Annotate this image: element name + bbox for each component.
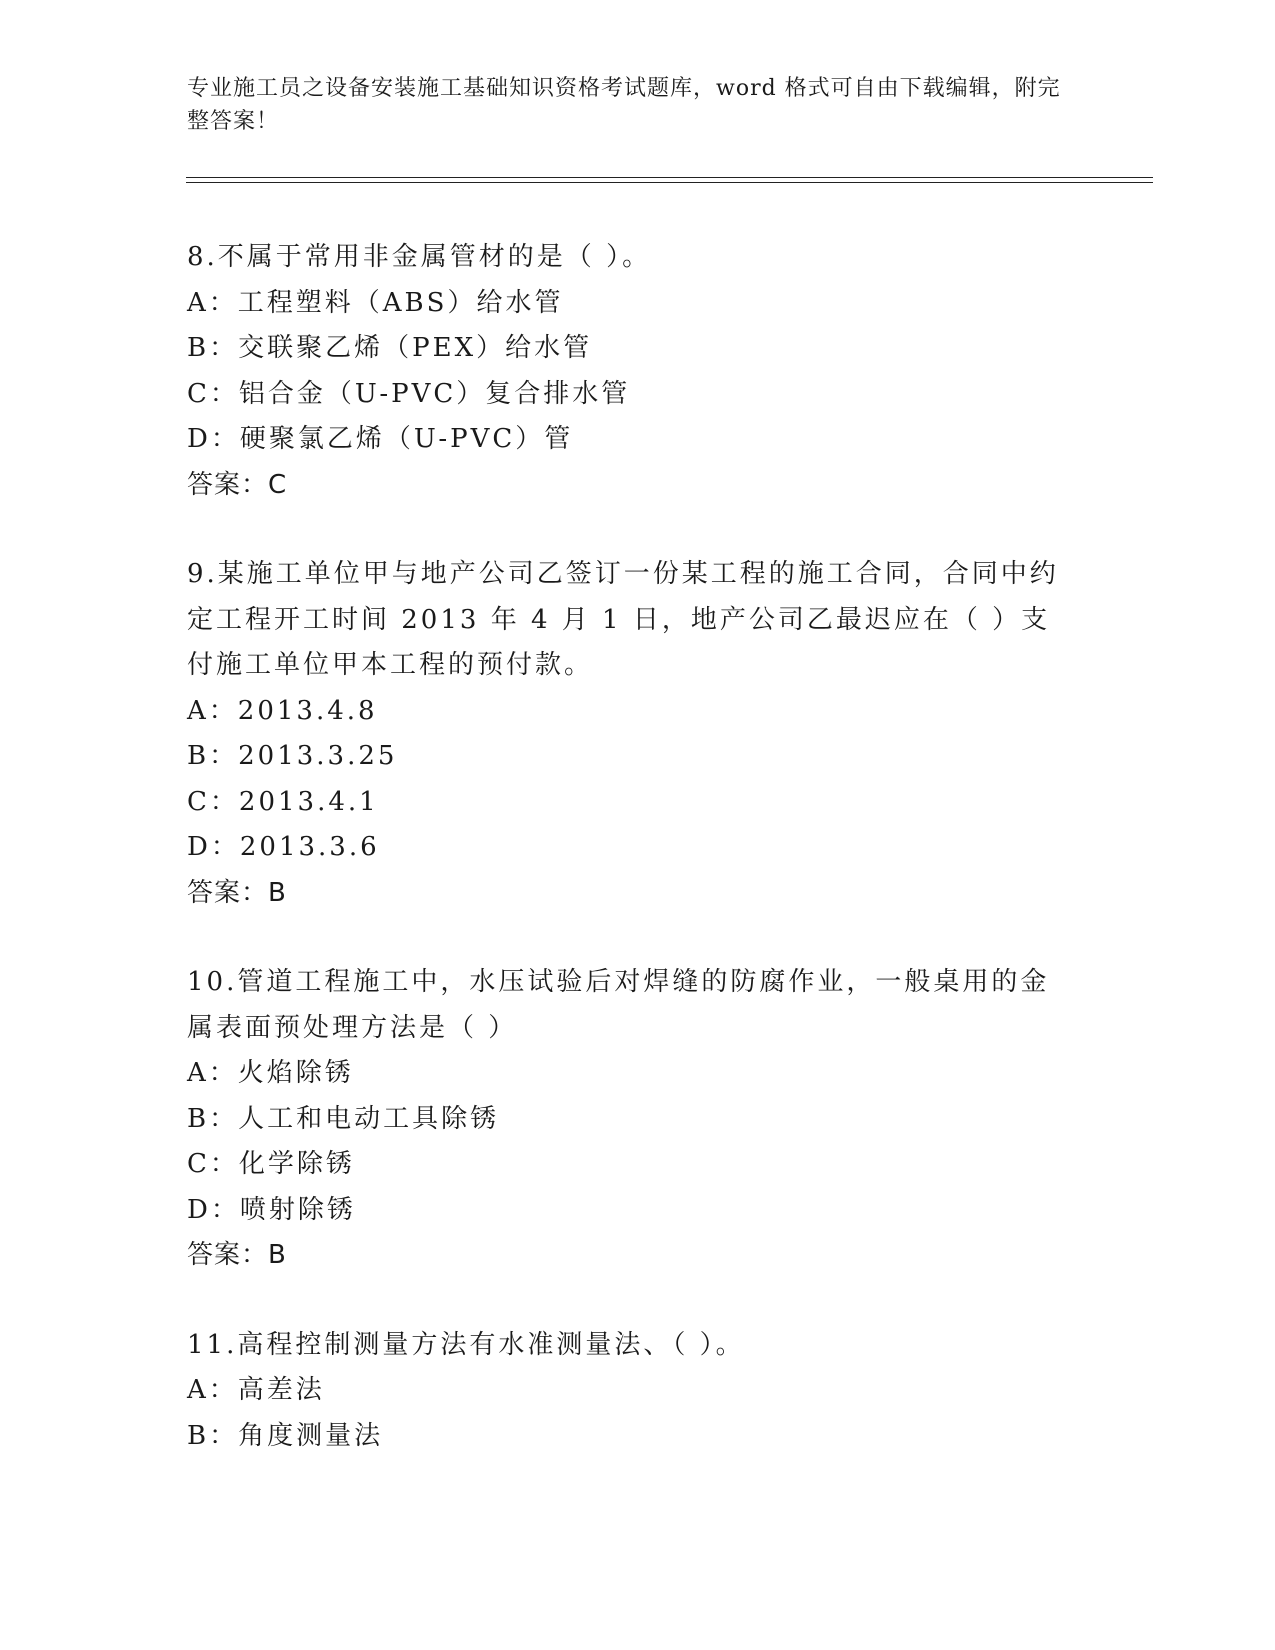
option-label: D： — [187, 1194, 240, 1225]
question-stem: 10.管道工程施工中，水压试验后对焊缝的防腐作业，一般桌用的金属表面预处理方法是（ ） — [187, 967, 1050, 1043]
option-a — [187, 689, 1087, 735]
answer-line: 答案：B — [187, 877, 287, 908]
question-9 — [187, 552, 1087, 916]
option-label: C： — [187, 786, 239, 817]
question-list — [187, 235, 1087, 1503]
option-b — [187, 326, 1087, 372]
option-label: D： — [187, 424, 240, 454]
option-label: C： — [187, 378, 239, 409]
option-label: A： — [187, 287, 238, 318]
option-text: 2013.3.6 — [239, 832, 380, 862]
option-c — [187, 372, 1087, 418]
option-text: 喷射除锈 — [239, 1194, 356, 1225]
question-stem: 9.某施工单位甲与地产公司乙签订一份某工程的施工合同，合同中约定工程开工时间 2013 年 4 月 1 日，地产公司乙最迟应在（ ）支付施工单位甲本工程的预付款。 — [187, 559, 1059, 680]
option-text: 工程塑料（ABS）给水管 — [237, 287, 564, 318]
answer-line: 答案：B — [187, 1240, 287, 1270]
option-label: A： — [187, 1375, 238, 1405]
question-8 — [187, 235, 1087, 508]
header-rule-bottom — [186, 182, 1153, 183]
option-text: 人工和电动工具除锈 — [238, 1103, 500, 1134]
option-text: 2013.4.8 — [237, 695, 378, 726]
option-d — [187, 417, 1087, 463]
option-text: 铝合金（U-PVC）复合排水管 — [238, 378, 631, 409]
question-11 — [187, 1323, 1087, 1460]
option-text: 高差法 — [237, 1375, 325, 1405]
option-b — [187, 1097, 1087, 1143]
option-text: 火焰除锈 — [237, 1058, 354, 1088]
option-text: 化学除锈 — [238, 1149, 355, 1179]
question-stem: 11.高程控制测量方法有水准测量法、（ ）。 — [187, 1329, 745, 1360]
option-text: 角度测量法 — [238, 1420, 384, 1451]
option-a — [187, 1368, 1087, 1414]
option-d — [187, 825, 1087, 871]
option-label: A： — [187, 695, 238, 726]
option-text: 2013.3.25 — [238, 741, 398, 771]
header-rule-top — [186, 177, 1153, 178]
option-label: B： — [187, 333, 239, 363]
option-label: B： — [187, 741, 239, 771]
option-label: B： — [187, 1103, 239, 1134]
question-stem: 8.不属于常用非金属管材的是（ ）。 — [187, 242, 652, 272]
option-a — [187, 1051, 1087, 1097]
option-c — [187, 1142, 1087, 1188]
option-b — [187, 734, 1087, 780]
option-text: 2013.4.1 — [238, 786, 379, 817]
option-label: A： — [187, 1058, 238, 1088]
option-label: B： — [187, 1420, 239, 1451]
option-text: 硬聚氯乙烯（U-PVC）管 — [239, 424, 574, 454]
answer-line: 答案：C — [187, 469, 288, 500]
option-c — [187, 780, 1087, 826]
option-d — [187, 1188, 1087, 1234]
option-text: 交联聚乙烯（PEX）给水管 — [238, 333, 593, 363]
option-label: C： — [187, 1149, 239, 1179]
document-header: 专业施工员之设备安装施工基础知识资格考试题库，word 格式可自由下载编辑，附完整答案！ — [187, 76, 1061, 134]
option-label: D： — [187, 832, 240, 862]
option-b — [187, 1414, 1087, 1460]
question-10 — [187, 960, 1087, 1279]
option-a — [187, 281, 1087, 327]
